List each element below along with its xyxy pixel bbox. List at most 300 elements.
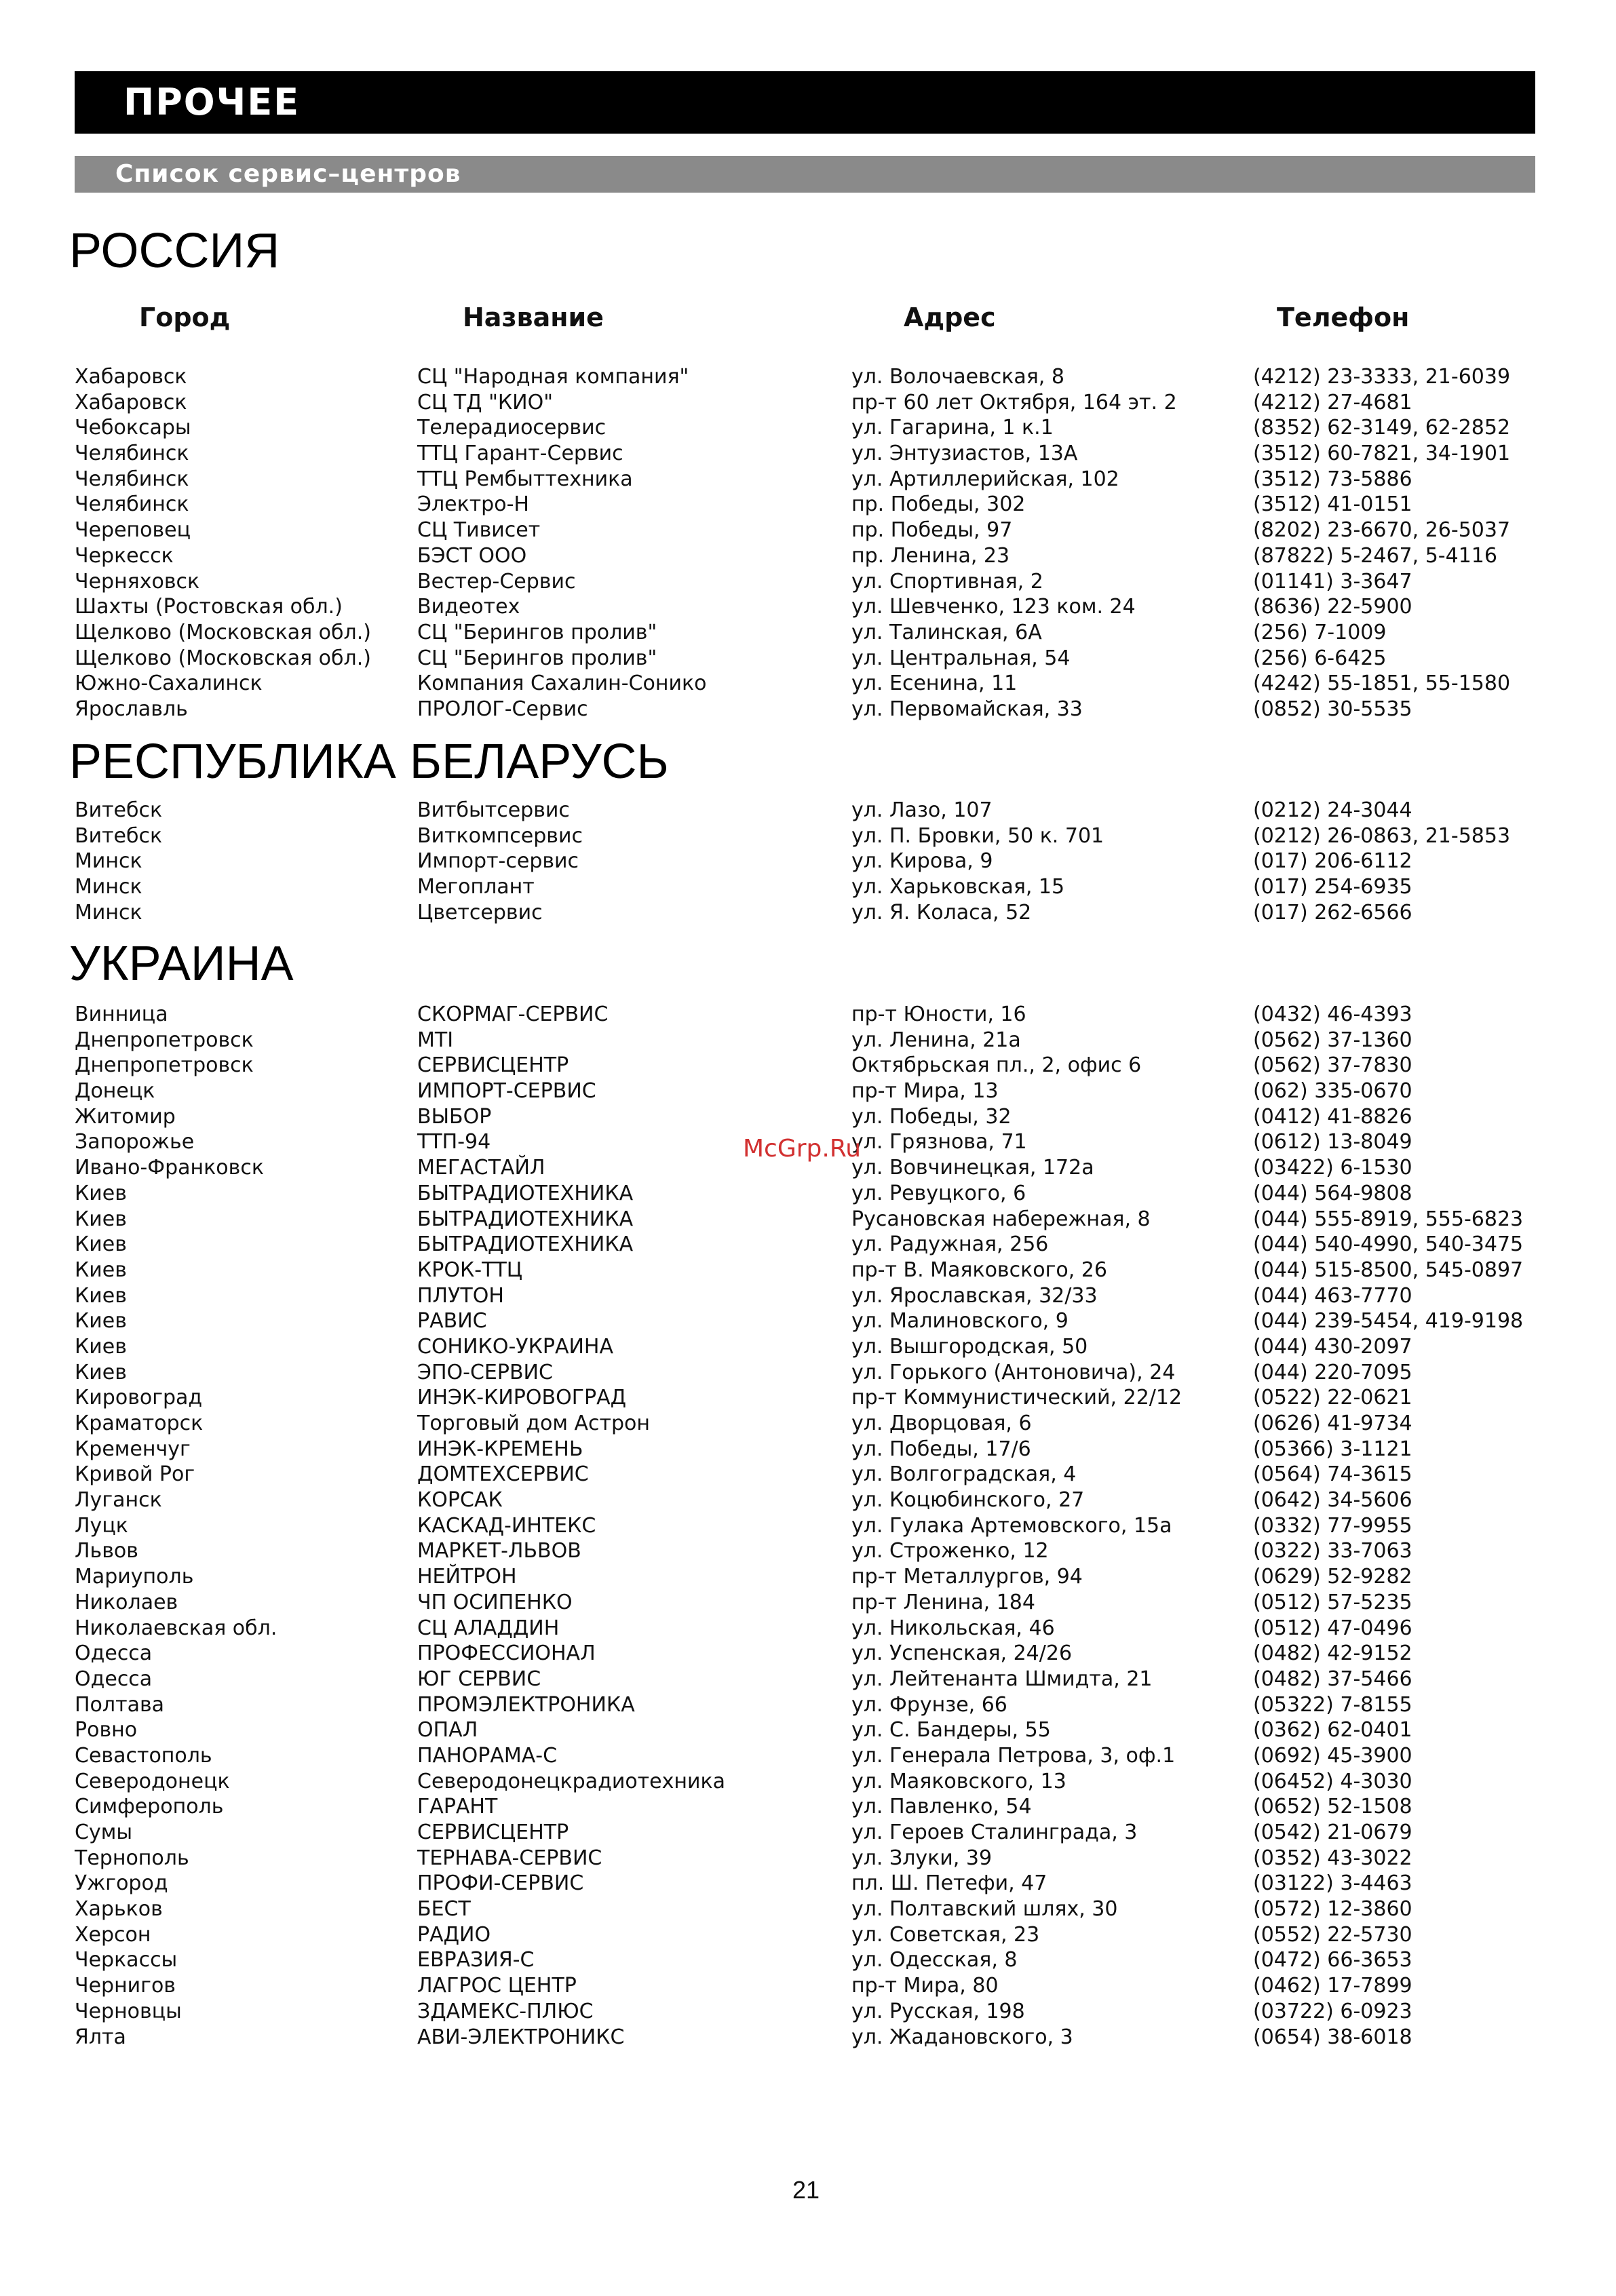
city-cell: Днепропетровск <box>75 1028 254 1052</box>
phone-cell: (4212) 27-4681 <box>1253 390 1412 414</box>
phone-cell: (256) 7-1009 <box>1253 620 1387 644</box>
table-row <box>75 1437 1540 1462</box>
phone-cell: (0482) 37-5466 <box>1253 1667 1412 1691</box>
table-row <box>75 1564 1540 1590</box>
name-cell: Электро-Н <box>417 492 529 517</box>
name-cell: Торговый дом Астрон <box>417 1412 651 1435</box>
phone-cell: (0654) 38-6018 <box>1253 2025 1412 2049</box>
table-row <box>75 1258 1540 1283</box>
phone-cell: (0462) 17-7899 <box>1253 1974 1412 1998</box>
address-cell: пр-т В. Маяковского, 26 <box>851 1258 1107 1282</box>
name-cell: БЫТРАДИОТЕХНИКА <box>417 1232 634 1257</box>
table-row <box>75 1360 1540 1386</box>
address-cell: ул. Полтавский шлях, 30 <box>851 1897 1118 1922</box>
address-cell: пр-т Мира, 80 <box>851 1974 999 1998</box>
address-cell: Русановская набережная, 8 <box>851 1207 1151 1231</box>
name-cell: Видеотех <box>417 595 520 619</box>
name-cell: Витбытсервис <box>417 798 570 822</box>
name-cell: СЕРВИСЦЕНТР <box>417 1053 569 1078</box>
phone-cell: (0412) 41-8826 <box>1253 1104 1412 1129</box>
phone-cell: (044) 239-5454, 419-9198 <box>1253 1309 1524 1334</box>
name-cell: ПРОЛОГ-Сервис <box>417 697 588 721</box>
address-cell: ул. Горького (Антоновича), 24 <box>851 1360 1176 1384</box>
table-row <box>75 1283 1540 1309</box>
phone-cell: (062) 335-0670 <box>1253 1079 1412 1104</box>
phone-cell: (0612) 13-8049 <box>1253 1130 1412 1154</box>
name-cell: СЦ Тивисет <box>417 518 541 543</box>
city-cell: Черкассы <box>75 1948 178 1972</box>
table-row <box>75 1487 1540 1513</box>
belarus-table <box>75 798 1540 925</box>
name-cell: ЕВРАЗИЯ-С <box>417 1948 535 1972</box>
city-cell: Симферополь <box>75 1795 224 1819</box>
address-cell: ул. С. Бандеры, 55 <box>851 1718 1051 1743</box>
header-bar <box>75 71 1535 134</box>
name-cell: РАВИС <box>417 1309 487 1334</box>
name-cell: СЦ АЛАДДИН <box>417 1616 560 1640</box>
city-cell: Киев <box>75 1181 127 1205</box>
name-cell: ИМПОРТ-СЕРВИС <box>417 1079 596 1104</box>
city-cell: Луцк <box>75 1513 128 1538</box>
name-cell: ЛАГРОС ЦЕНТР <box>417 1974 577 1998</box>
name-cell: БЫТРАДИОТЕХНИКА <box>417 1207 634 1231</box>
name-cell: Виткомпсервис <box>417 823 583 848</box>
table-row <box>75 1181 1540 1207</box>
address-cell: ул. Малиновского, 9 <box>851 1309 1069 1334</box>
address-cell: ул. Маяковского, 13 <box>851 1769 1066 1793</box>
phone-cell: (0562) 37-7830 <box>1253 1053 1412 1078</box>
phone-cell: (0626) 41-9734 <box>1253 1412 1412 1435</box>
phone-cell: (01141) 3-3647 <box>1253 569 1412 594</box>
phone-cell: (0552) 22-5730 <box>1253 1922 1412 1947</box>
phone-cell: (8352) 62-3149, 62-2852 <box>1253 416 1511 440</box>
city-cell: Хабаровск <box>75 365 187 389</box>
name-cell: КАСКАД-ИНТЕКС <box>417 1513 596 1538</box>
phone-cell: (0652) 52-1508 <box>1253 1795 1412 1819</box>
name-cell: БЫТРАДИОТЕХНИКА <box>417 1181 634 1205</box>
name-cell: ПРОФИ-СЕРВИС <box>417 1871 584 1896</box>
name-cell: ТТЦ Гарант-Сервис <box>417 442 623 466</box>
address-cell: ул. Победы, 32 <box>851 1104 1012 1129</box>
table-row <box>75 620 1540 646</box>
city-cell: Минск <box>75 849 142 874</box>
phone-cell: (03122) 3-4463 <box>1253 1871 1412 1896</box>
russia-table <box>75 364 1540 722</box>
address-cell: пр. Победы, 97 <box>851 518 1013 543</box>
city-cell: Киев <box>75 1258 127 1282</box>
table-row <box>75 874 1540 900</box>
phone-cell: (0522) 22-0621 <box>1253 1386 1412 1410</box>
city-cell: Чернигов <box>75 1974 176 1998</box>
city-cell: Житомир <box>75 1104 176 1129</box>
name-cell: ГАРАНТ <box>417 1795 498 1819</box>
city-cell: Витебск <box>75 823 163 848</box>
table-row <box>75 364 1540 390</box>
table-row <box>75 1769 1540 1795</box>
table-row <box>75 1692 1540 1718</box>
name-cell: КРОК-ТТЦ <box>417 1258 523 1282</box>
address-cell: ул. Энтузиастов, 13А <box>851 442 1078 466</box>
table-row <box>75 1641 1540 1667</box>
city-cell: Черновцы <box>75 1999 182 2023</box>
name-cell: Вестер-Сервис <box>417 569 576 594</box>
table-row <box>75 1999 1540 2025</box>
name-cell: ПРОФЕССИОНАЛ <box>417 1641 596 1666</box>
address-cell: ул. Гагарина, 1 к.1 <box>851 416 1054 440</box>
address-cell: Октябрьская пл., 2, офис 6 <box>851 1053 1142 1078</box>
name-cell: ЮГ СЕРВИС <box>417 1667 541 1691</box>
city-cell: Львов <box>75 1539 138 1563</box>
name-cell: ТЕРНАВА-СЕРВИС <box>417 1846 602 1870</box>
name-cell: СЦ "Берингов пролив" <box>417 646 657 670</box>
name-cell: РАДИО <box>417 1922 491 1947</box>
table-row <box>75 1002 1540 1028</box>
address-cell: пр-т Коммунистический, 22/12 <box>851 1386 1182 1410</box>
address-cell: ул. Харьковская, 15 <box>851 875 1065 899</box>
city-cell: Минск <box>75 875 142 899</box>
table-row <box>75 1411 1540 1437</box>
phone-cell: (03722) 6-0923 <box>1253 1999 1412 2023</box>
table-row <box>75 798 1540 823</box>
name-cell: ИНЭК-КРЕМЕНЬ <box>417 1437 583 1461</box>
phone-cell: (0212) 24-3044 <box>1253 798 1412 822</box>
phone-cell: (0482) 42-9152 <box>1253 1641 1412 1666</box>
name-cell: ПАНОРАМА-С <box>417 1743 558 1768</box>
city-cell: Кировоград <box>75 1386 203 1410</box>
phone-cell: (256) 6-6425 <box>1253 646 1387 670</box>
name-cell: ТТП-94 <box>417 1130 491 1154</box>
table-row <box>75 671 1540 697</box>
phone-cell: (0852) 30-5535 <box>1253 697 1412 721</box>
name-cell: ДОМТЕХСЕРВИС <box>417 1462 589 1487</box>
address-cell: ул. Героев Сталинграда, 3 <box>851 1821 1138 1844</box>
address-cell: ул. Павленко, 54 <box>851 1795 1032 1819</box>
phone-cell: (017) 254-6935 <box>1253 875 1412 899</box>
name-cell: СЦ "Народная компания" <box>417 365 689 389</box>
address-cell: ул. Талинская, 6А <box>851 620 1042 644</box>
address-cell: пр. Ленина, 23 <box>851 543 1010 568</box>
name-cell: МЕГАСТАЙЛ <box>417 1156 545 1180</box>
table-row <box>75 1104 1540 1130</box>
table-row <box>75 1385 1540 1411</box>
table-row <box>75 1232 1540 1258</box>
section-title-ukraine: УКРАИНА <box>69 937 294 991</box>
column-header-name: Название <box>463 303 604 332</box>
phone-cell: (87822) 5-2467, 5-4116 <box>1253 543 1497 568</box>
page-title: ПРОЧЕЕ <box>123 81 301 123</box>
city-cell: Краматорск <box>75 1412 204 1435</box>
city-cell: Киев <box>75 1309 127 1334</box>
name-cell: ОПАЛ <box>417 1718 478 1743</box>
address-cell: ул. Жадановского, 3 <box>851 2025 1073 2049</box>
table-row <box>75 543 1540 569</box>
city-cell: Киев <box>75 1207 127 1231</box>
phone-cell: (0352) 43-3022 <box>1253 1846 1412 1870</box>
city-cell: Тернополь <box>75 1846 189 1870</box>
address-cell: ул. Вышгородская, 50 <box>851 1334 1088 1359</box>
table-row <box>75 441 1540 467</box>
phone-cell: (0512) 47-0496 <box>1253 1616 1412 1640</box>
table-row <box>75 1973 1540 1999</box>
address-cell: ул. Успенская, 24/26 <box>851 1641 1073 1666</box>
phone-cell: (017) 262-6566 <box>1253 900 1412 925</box>
city-cell: Николаевская обл. <box>75 1616 277 1640</box>
address-cell: ул. Фрунзе, 66 <box>851 1692 1007 1717</box>
phone-cell: (8202) 23-6670, 26-5037 <box>1253 518 1511 543</box>
table-row <box>75 492 1540 518</box>
address-cell: ул. Никольская, 46 <box>851 1616 1055 1640</box>
address-cell: пр-т Ленина, 184 <box>851 1590 1035 1614</box>
table-row <box>75 1947 1540 1973</box>
table-row <box>75 1207 1540 1232</box>
city-cell: Мариуполь <box>75 1565 194 1589</box>
name-cell: НЕЙТРОН <box>417 1565 517 1589</box>
address-cell: ул. П. Бровки, 50 к. 701 <box>851 823 1104 848</box>
address-cell: ул. Волочаевская, 8 <box>851 365 1064 389</box>
name-cell: БЕСТ <box>417 1897 471 1922</box>
city-cell: Севастополь <box>75 1743 212 1768</box>
phone-cell: (4212) 23-3333, 21-6039 <box>1253 365 1511 389</box>
phone-cell: (0362) 62-0401 <box>1253 1718 1412 1743</box>
address-cell: ул. Генерала Петрова, 3, оф.1 <box>851 1743 1176 1768</box>
phone-cell: (044) 430-2097 <box>1253 1334 1412 1359</box>
address-cell: ул. Центральная, 54 <box>851 646 1071 670</box>
phone-cell: (0629) 52-9282 <box>1253 1565 1412 1589</box>
city-cell: Днепропетровск <box>75 1053 254 1078</box>
city-cell: Ужгород <box>75 1871 168 1896</box>
name-cell: СЦ "Берингов пролив" <box>417 620 657 644</box>
address-cell: ул. Ярославская, 32/33 <box>851 1283 1098 1308</box>
table-row <box>75 1846 1540 1871</box>
name-cell: СЕРВИСЦЕНТР <box>417 1821 569 1844</box>
address-cell: ул. Гулака Артемовского, 15а <box>851 1513 1172 1538</box>
city-cell: Северодонецк <box>75 1769 230 1793</box>
city-cell: Николаев <box>75 1590 178 1614</box>
address-cell: пр-т Металлургов, 94 <box>851 1565 1083 1589</box>
city-cell: Щелково (Московская обл.) <box>75 620 371 644</box>
address-cell: ул. Коцюбинского, 27 <box>851 1488 1085 1513</box>
phone-cell: (0572) 12-3860 <box>1253 1897 1412 1922</box>
address-cell: ул. Лейтенанта Шмидта, 21 <box>851 1667 1153 1691</box>
city-cell: Челябинск <box>75 442 189 466</box>
phone-cell: (03422) 6-1530 <box>1253 1156 1412 1180</box>
table-row <box>75 849 1540 874</box>
name-cell: ЭПО-СЕРВИС <box>417 1360 553 1384</box>
city-cell: Херсон <box>75 1922 151 1947</box>
address-cell: ул. Спортивная, 2 <box>851 569 1043 594</box>
name-cell: MTI <box>417 1028 454 1052</box>
address-cell: пр-т 60 лет Октября, 164 эт. 2 <box>851 390 1177 414</box>
name-cell: ЧП ОСИПЕНКО <box>417 1590 573 1614</box>
address-cell: ул. Одесская, 8 <box>851 1948 1018 1972</box>
section-title-belarus: РЕСПУБЛИКА БЕЛАРУСЬ <box>69 735 669 789</box>
phone-cell: (4242) 55-1851, 55-1580 <box>1253 672 1511 696</box>
table-row <box>75 1334 1540 1360</box>
phone-cell: (044) 515-8500, 545-0897 <box>1253 1258 1524 1282</box>
name-cell: ТТЦ Рембыттехника <box>417 467 633 491</box>
phone-cell: (017) 206-6112 <box>1253 849 1412 874</box>
table-row <box>75 518 1540 543</box>
name-cell: СОНИКО-УКРАИНА <box>417 1334 614 1359</box>
phone-cell: (3512) 73-5886 <box>1253 467 1412 491</box>
name-cell: Цветсервис <box>417 900 543 925</box>
name-cell: Северодонецкрадиотехника <box>417 1769 725 1793</box>
city-cell: Сумы <box>75 1821 133 1844</box>
table-row <box>75 415 1540 441</box>
address-cell: ул. Злуки, 39 <box>851 1846 993 1870</box>
address-cell: ул. Лазо, 107 <box>851 798 993 822</box>
phone-cell: (05366) 3-1121 <box>1253 1437 1412 1461</box>
name-cell: СКОРМАГ-СЕРВИС <box>417 1003 609 1026</box>
city-cell: Киев <box>75 1334 127 1359</box>
phone-cell: (0472) 66-3653 <box>1253 1948 1412 1972</box>
address-cell: ул. Шевченко, 123 ком. 24 <box>851 595 1136 619</box>
phone-cell: (0692) 45-3900 <box>1253 1743 1412 1768</box>
city-cell: Череповец <box>75 518 191 543</box>
city-cell: Ивано-Франковск <box>75 1156 264 1180</box>
city-cell: Витебск <box>75 798 163 822</box>
address-cell: ул. Победы, 17/6 <box>851 1437 1031 1461</box>
name-cell: ПЛУТОН <box>417 1283 504 1308</box>
table-row <box>75 1667 1540 1692</box>
table-row <box>75 1743 1540 1769</box>
address-cell: ул. Кирова, 9 <box>851 849 993 874</box>
subheader-bar <box>75 156 1535 193</box>
column-header-address: Адрес <box>904 303 996 332</box>
phone-cell: (0512) 57-5235 <box>1253 1590 1412 1614</box>
address-cell: ул. Русская, 198 <box>851 1999 1025 2023</box>
name-cell: КОРСАК <box>417 1488 503 1513</box>
city-cell: Запорожье <box>75 1130 195 1154</box>
address-cell: ул. Ревуцкого, 6 <box>851 1181 1026 1205</box>
address-cell: ул. Волгоградская, 4 <box>851 1462 1077 1487</box>
address-cell: ул. Ленина, 21а <box>851 1028 1021 1052</box>
table-row <box>75 1590 1540 1616</box>
city-cell: Челябинск <box>75 492 189 517</box>
table-row <box>75 1616 1540 1641</box>
table-row <box>75 1538 1540 1564</box>
address-cell: пр. Победы, 302 <box>851 492 1026 517</box>
address-cell: ул. Первомайская, 33 <box>851 697 1083 721</box>
city-cell: Киев <box>75 1283 127 1308</box>
city-cell: Щелково (Московская обл.) <box>75 646 371 670</box>
phone-cell: (0322) 33-7063 <box>1253 1539 1412 1563</box>
phone-cell: (044) 555-8919, 555-6823 <box>1253 1207 1524 1231</box>
address-cell: пр-т Мира, 13 <box>851 1079 999 1104</box>
table-row <box>75 1308 1540 1334</box>
city-cell: Ровно <box>75 1718 138 1743</box>
table-row <box>75 467 1540 492</box>
address-cell: ул. Я. Коласа, 52 <box>851 900 1032 925</box>
city-cell: Киев <box>75 1232 127 1257</box>
city-cell: Шахты (Ростовская обл.) <box>75 595 343 619</box>
city-cell: Винница <box>75 1003 168 1026</box>
table-row <box>75 697 1540 722</box>
name-cell: ПРОМЭЛЕКТРОНИКА <box>417 1692 635 1717</box>
phone-cell: (0542) 21-0679 <box>1253 1821 1412 1844</box>
city-cell: Черкесск <box>75 543 174 568</box>
address-cell: ул. Строженко, 12 <box>851 1539 1049 1563</box>
city-cell: Киев <box>75 1360 127 1384</box>
phone-cell: (0332) 77-9955 <box>1253 1513 1412 1538</box>
column-header-phone: Телефон <box>1277 303 1410 332</box>
column-header-city: Город <box>139 303 231 332</box>
table-row <box>75 390 1540 416</box>
name-cell: Импорт-сервис <box>417 849 579 874</box>
city-cell: Хабаровск <box>75 390 187 414</box>
city-cell: Донецк <box>75 1079 155 1104</box>
table-row <box>75 1053 1540 1078</box>
table-row <box>75 594 1540 620</box>
address-cell: ул. Грязнова, 71 <box>851 1130 1027 1154</box>
table-row <box>75 1462 1540 1487</box>
name-cell: МАРКЕТ-ЛЬВОВ <box>417 1539 581 1563</box>
name-cell: ВЫБОР <box>417 1104 492 1129</box>
table-row <box>75 900 1540 926</box>
phone-cell: (044) 463-7770 <box>1253 1283 1412 1308</box>
phone-cell: (3512) 41-0151 <box>1253 492 1412 517</box>
name-cell: АВИ-ЭЛЕКТРОНИКС <box>417 2025 625 2049</box>
watermark: McGrp.Ru <box>743 1135 862 1163</box>
phone-cell: (0432) 46-4393 <box>1253 1003 1412 1026</box>
address-cell: пл. Ш. Петефи, 47 <box>851 1871 1047 1896</box>
table-row <box>75 1896 1540 1922</box>
name-cell: ЗДАМЕКС-ПЛЮС <box>417 1999 594 2023</box>
phone-cell: (06452) 4-3030 <box>1253 1769 1412 1793</box>
address-cell: ул. Есенина, 11 <box>851 672 1018 696</box>
name-cell: Телерадиосервис <box>417 416 607 440</box>
page-number: 21 <box>792 2176 820 2204</box>
name-cell: Компания Сахалин-Сонико <box>417 672 707 696</box>
city-cell: Челябинск <box>75 467 189 491</box>
address-cell: ул. Вовчинецкая, 172а <box>851 1156 1094 1180</box>
phone-cell: (044) 220-7095 <box>1253 1360 1412 1384</box>
address-cell: ул. Дворцовая, 6 <box>851 1412 1032 1435</box>
table-row <box>75 1922 1540 1948</box>
address-cell: пр-т Юности, 16 <box>851 1003 1026 1026</box>
name-cell: СЦ ТД "КИО" <box>417 390 554 414</box>
name-cell: Мегоплант <box>417 875 535 899</box>
city-cell: Кривой Рог <box>75 1462 195 1487</box>
city-cell: Одесса <box>75 1667 153 1691</box>
table-row <box>75 1078 1540 1104</box>
city-cell: Чебоксары <box>75 416 191 440</box>
table-row <box>75 1820 1540 1846</box>
phone-cell: (044) 540-4990, 540-3475 <box>1253 1232 1524 1257</box>
table-row <box>75 1028 1540 1053</box>
city-cell: Минск <box>75 900 142 925</box>
section-title-russia: РОССИЯ <box>69 224 280 278</box>
name-cell: ИНЭК-КИРОВОГРАД <box>417 1386 627 1410</box>
city-cell: Ялта <box>75 2025 126 2049</box>
address-cell: ул. Радужная, 256 <box>851 1232 1049 1257</box>
city-cell: Южно-Сахалинск <box>75 672 263 696</box>
city-cell: Ярославль <box>75 697 188 721</box>
city-cell: Полтава <box>75 1692 165 1717</box>
phone-cell: (0212) 26-0863, 21-5853 <box>1253 823 1511 848</box>
table-row <box>75 823 1540 849</box>
table-row <box>75 2025 1540 2050</box>
table-row <box>75 569 1540 595</box>
city-cell: Харьков <box>75 1897 163 1922</box>
address-cell: ул. Артиллерийская, 102 <box>851 467 1119 491</box>
table-row <box>75 1871 1540 1896</box>
address-cell: ул. Советская, 23 <box>851 1922 1040 1947</box>
phone-cell: (044) 564-9808 <box>1253 1181 1412 1205</box>
phone-cell: (0642) 34-5606 <box>1253 1488 1412 1513</box>
phone-cell: (05322) 7-8155 <box>1253 1692 1412 1717</box>
city-cell: Одесса <box>75 1641 153 1666</box>
